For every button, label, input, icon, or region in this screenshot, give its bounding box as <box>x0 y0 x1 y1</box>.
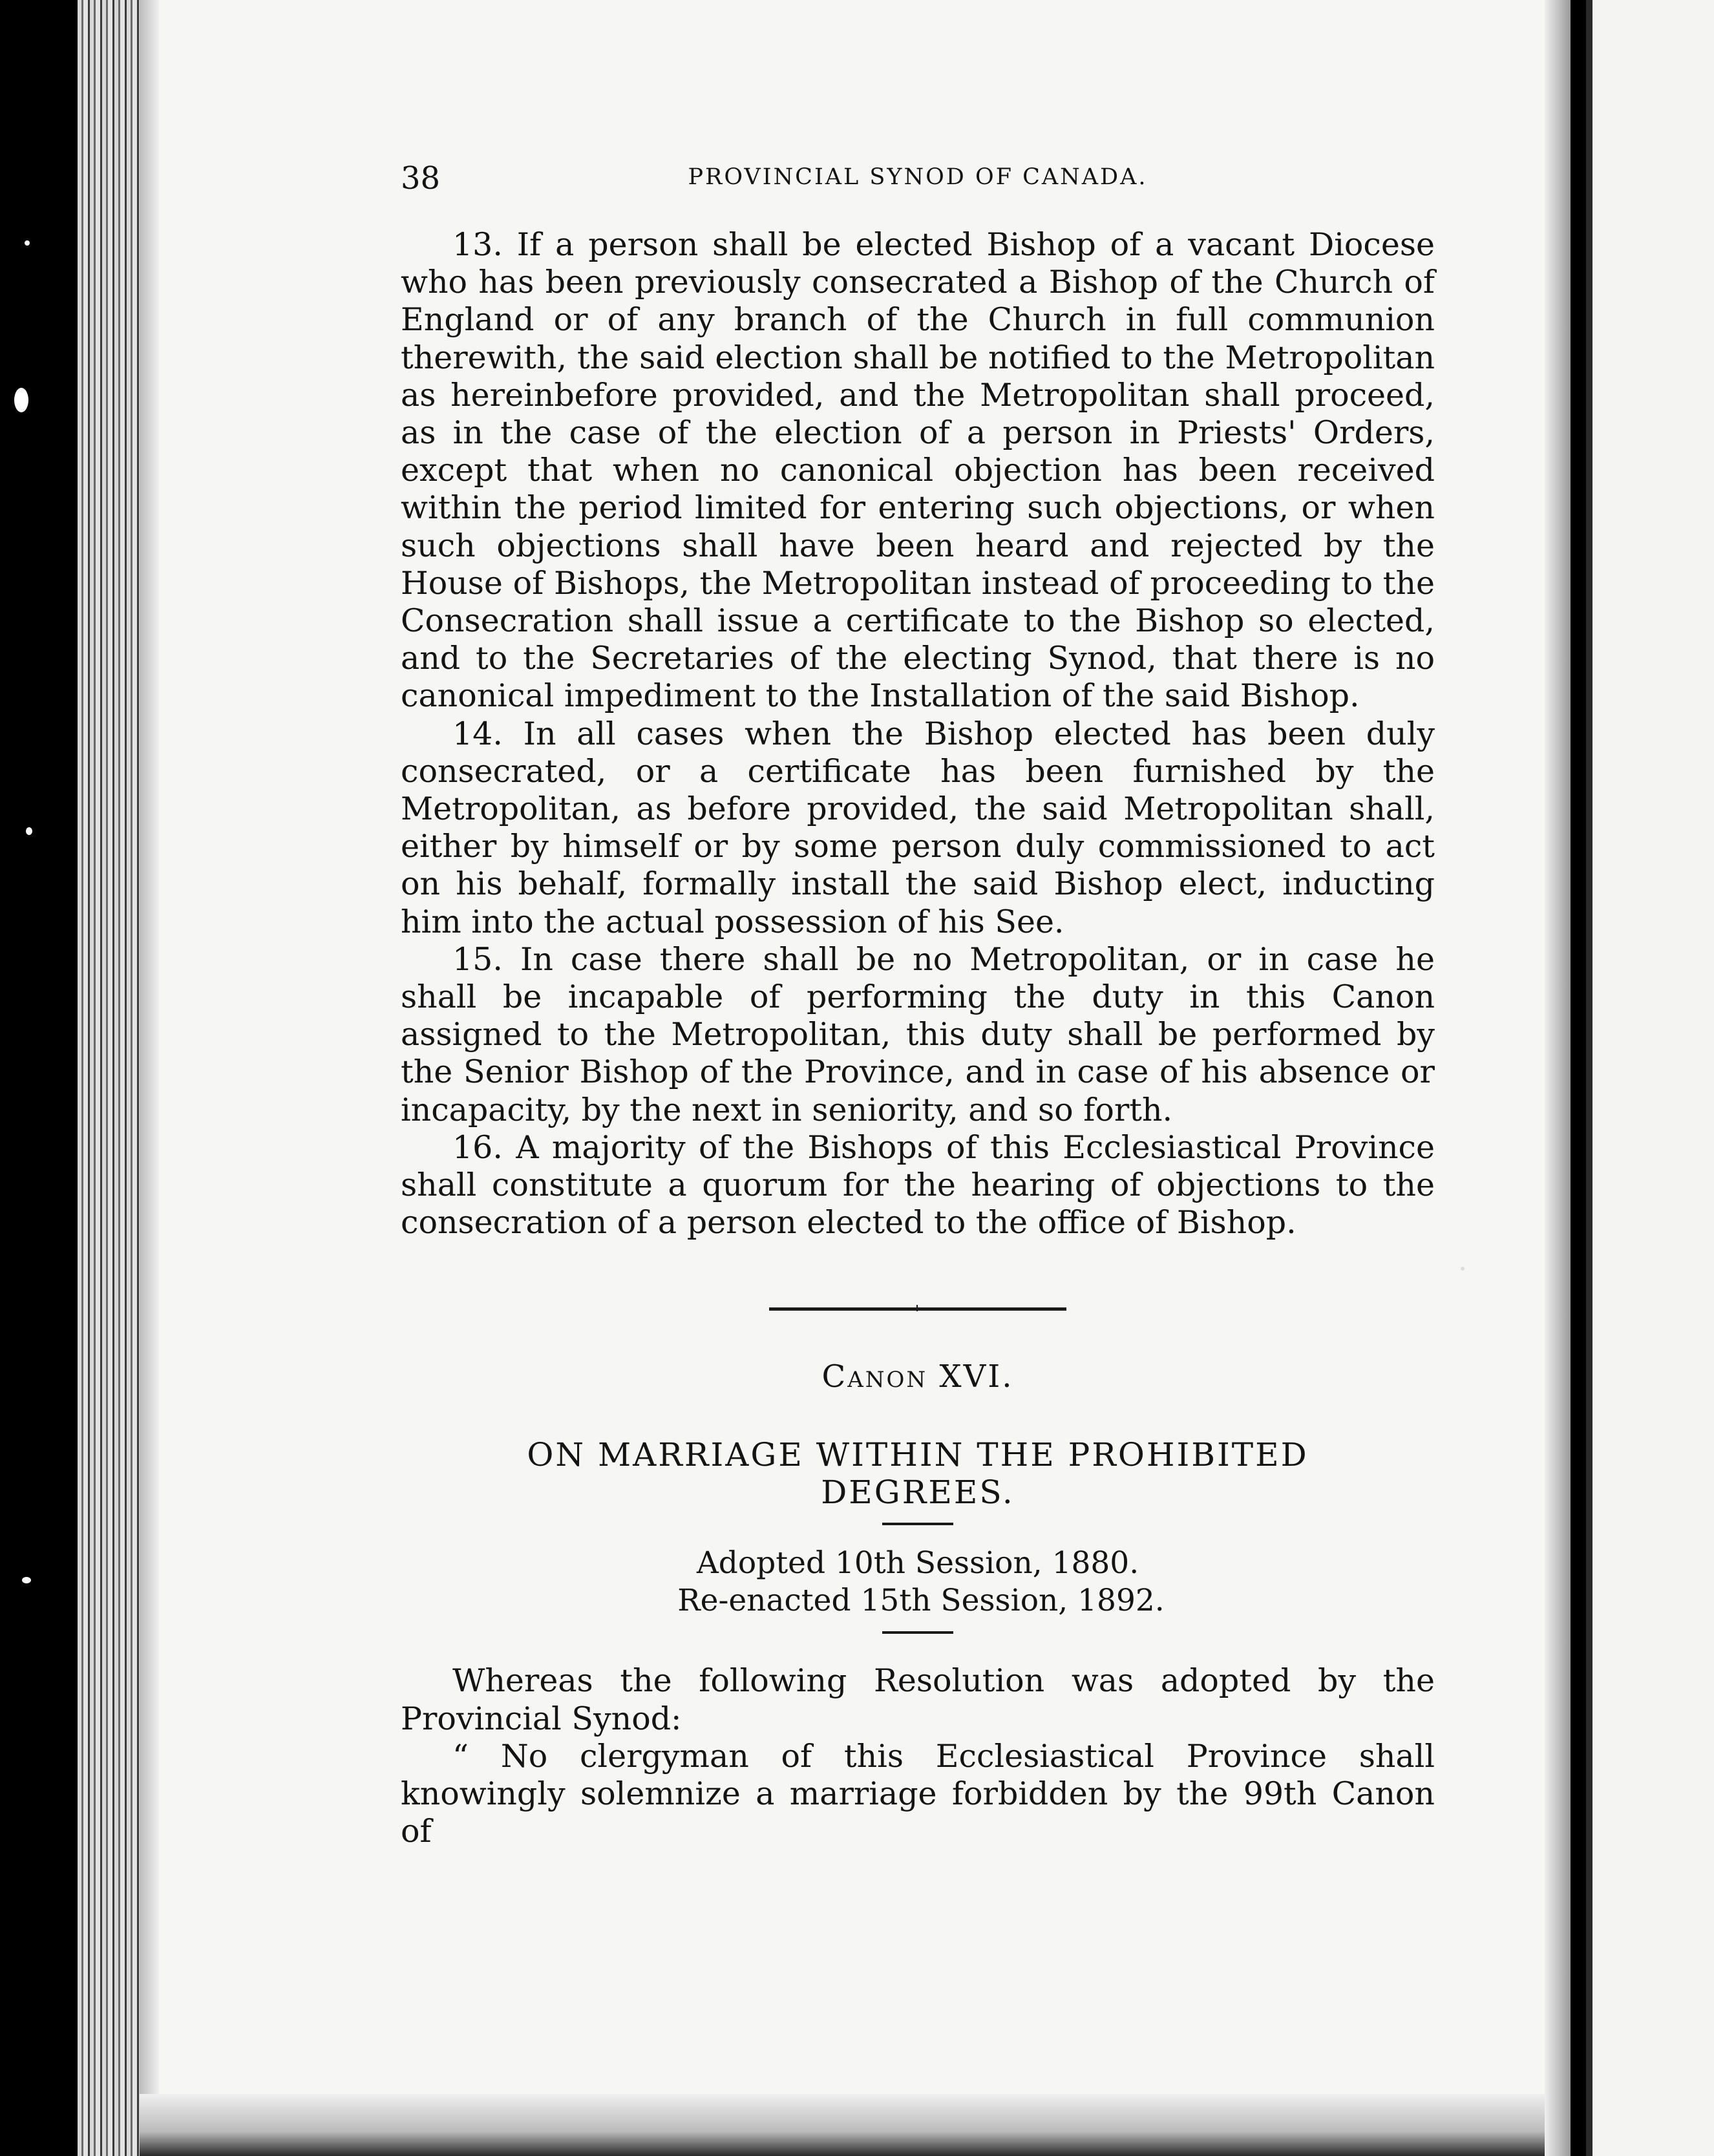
canon-heading-line-2: DEGREES. <box>821 1474 1015 1512</box>
reenacted-line: Re-enacted 15th Session, 1892. <box>677 1583 1165 1619</box>
scan-speck <box>14 388 28 412</box>
resolution-quote: “ No clergyman of this Ecclesiastical Province shall knowingly solemnize a marriage forbidden by the 99th Canon of <box>401 1737 1435 1850</box>
whereas-paragraph: Whereas the following Resolution was adopted by the Provincial Synod: <box>401 1662 1435 1737</box>
facing-page-strip <box>1586 0 1714 2156</box>
scan-speck <box>1461 1267 1465 1271</box>
preamble <box>401 1662 1435 1850</box>
page-number: 38 <box>401 160 441 196</box>
scan-speck <box>26 827 32 835</box>
book-page-edges <box>78 0 140 2156</box>
running-title: PROVINCIAL SYNOD OF CANADA. <box>688 164 1148 190</box>
canon-heading <box>401 1436 1435 1511</box>
adopted-line: Adopted 10th Session, 1880. <box>696 1545 1139 1581</box>
scan-speck <box>22 1577 31 1583</box>
scan-bottom-shadow <box>140 2094 1545 2156</box>
short-rule <box>882 1631 953 1634</box>
clause-15: 15. In case there shall be no Metropolitan, or in case he shall be incapable of performing the duty in this Canon assigned to the Metropolitan, this duty shall be performed by the Senior Bishop of the Province, and in case of his absence or incapacity, by the next in seniority, and so forth. <box>401 940 1435 1128</box>
facing-page-edge <box>1586 0 1592 2156</box>
adoption-info <box>401 1545 1435 1620</box>
book-gutter-shadow <box>140 0 159 2156</box>
clause-16: 16. A majority of the Bishops of this Ecclesiastical Province shall constitute a quorum for the hearing of objections to the consecration of a person elected to the office of Bishop. <box>401 1128 1435 1242</box>
running-head <box>401 155 1435 200</box>
book-page <box>401 155 1435 1851</box>
scan-left-border <box>0 0 78 2156</box>
section-divider <box>769 1307 1066 1315</box>
clause-13: 13. If a person shall be elected Bishop of a vacant Diocese who has been previously consecrated a Bishop of the Church of England or of any branch of the Church in full communion therewith, the said election shall be notified to the Metropolitan as hereinbefore provided, and the Metropolitan shall proceed, as in the case of the election of a person in Priests' Orders, except that when no canonical objection has been received within the period limited for entering such objections, or when such objections shall have been heard and rejected by the House of Bishops, the Metropolitan instead of proceeding to the Consecration shall issue a certificate to the Bishop so elected, and to the Secretaries of the electing Synod, that there is no canonical impediment to the Installation of the said Bishop. <box>401 226 1435 715</box>
clause-14: 14. In all cases when the Bishop elected has been duly consecrated, or a certificate has been furnished by the Metropolitan, as before provided, the said Metropolitan shall, either by himself or by some person duly commissioned to act on his behalf, formally install the said Bishop elect, inducting him into the actual possession of his See. <box>401 715 1435 940</box>
canon-clauses <box>401 226 1435 1242</box>
canon-heading-line-1: ON MARRIAGE WITHIN THE PROHIBITED <box>527 1436 1309 1474</box>
canon-title: Canon XVI. <box>821 1358 1014 1395</box>
scan-right-border <box>1571 0 1586 2156</box>
scan-speck <box>25 240 30 246</box>
short-rule <box>882 1523 953 1525</box>
page-right-shadow <box>1545 0 1571 2156</box>
